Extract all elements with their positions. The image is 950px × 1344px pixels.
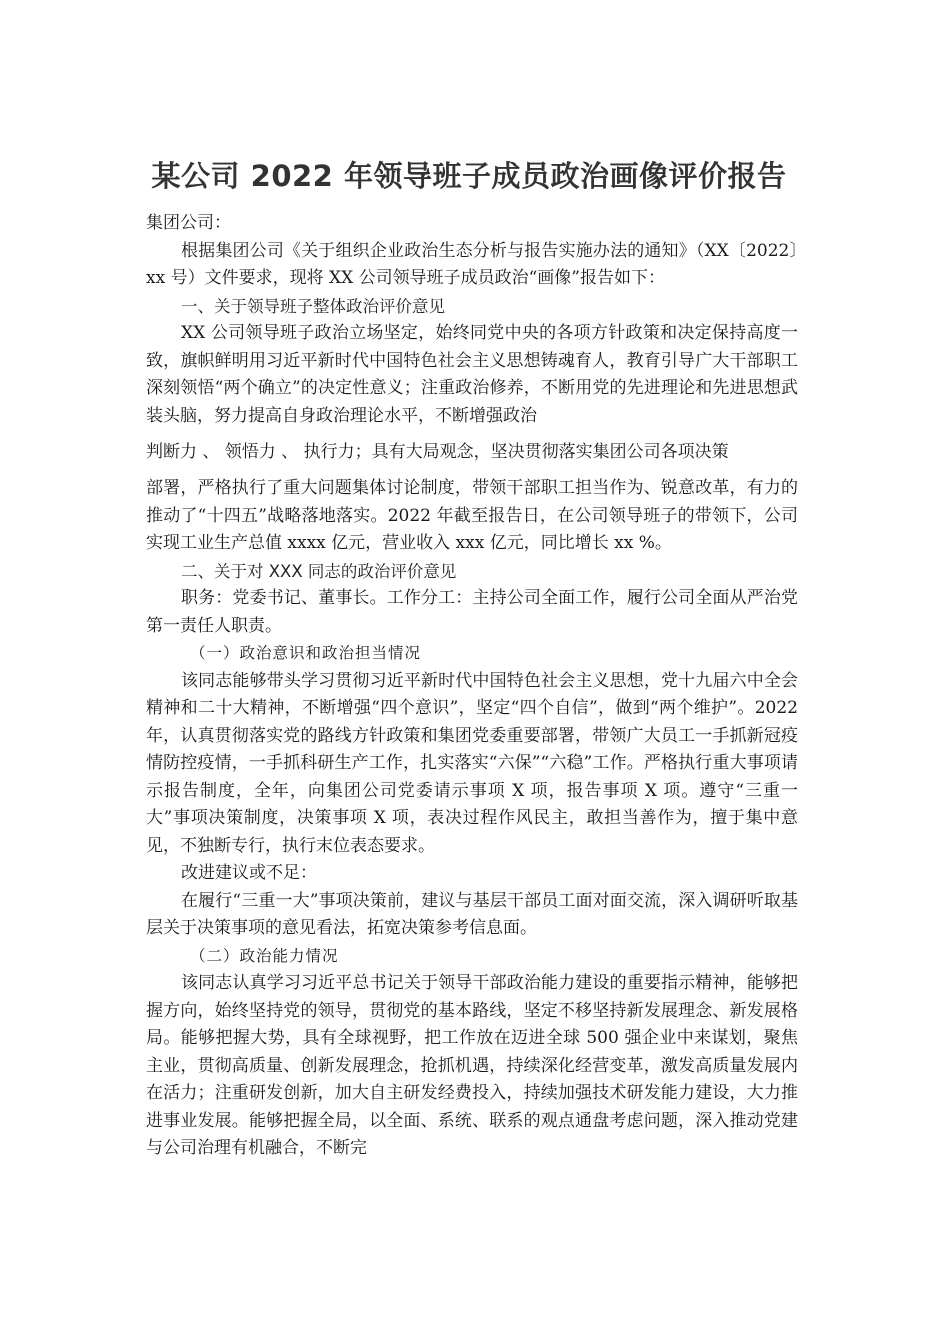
document-title: 某公司 2022 年领导班子成员政治画像评价报告 (151, 159, 787, 193)
section-1-paragraph-c: 部署，严格执行了重大问题集体讨论制度，带领干部职工担当作为、锐意改革，有力的推动了“十四五”战略落地落实。2022 年截至报告日，在公司领导班子的带领下，公司实现工业生产总值 xxxx 亿元，营业收入 xxx 亿元，同比增长 xx %。 (146, 478, 798, 553)
subsection-1-heading: （一）政治意识和政治担当情况 (190, 644, 422, 662)
suggestion-body: 在履行“三重一大”事项决策前，建议与基层干部员工面对面交流，深入调研听取基层关于决策事项的意见看法，拓宽决策参考信息面。 (146, 890, 798, 938)
section-2-duty: 职务：党委书记、董事长。工作分工：主持公司全面工作，履行公司全面从严治党第一责任人职责。 (146, 588, 798, 636)
suggestion-label: 改进建议或不足： (181, 863, 317, 883)
section-1-heading: 一、关于领导班子整体政治评价意见 (181, 296, 445, 316)
section-1-paragraph-a: XX 公司领导班子政治立场坚定，始终同党中央的各项方针政策和决定保持高度一致，旗帜鲜明用习近平新时代中国特色社会主义思想铸魂育人，教育引导广大干部职工深刻领悟“两个确立”的决定性意义；注重政治修养，不断用党的先进理论和先进思想武装头脑，努力提高自身政治理论水平，不断增强政治 (146, 323, 798, 426)
section-1-paragraph-b: 判断力 、 领悟力 、 执行力；具有大局观念，坚决贯彻落实集团公司各项决策 (146, 442, 729, 462)
subsection-2-body: 该同志认真学习习近平总书记关于领导干部政治能力建设的重要指示精神，能够把握方向，始终坚持党的领导，贯彻党的基本路线，坚定不移坚持新发展理念、新发展格局。能够把握大势，具有全球视野，把工作放在迈进全球 500 强企业中来谋划，聚焦主业，贯彻高质量、创新发展理念，抢抓机遇，持续深化经营变革，激发高质量发展内在活力；注重研发创新，加大自主研发经费投入，持续加强技术研发能力建设，大力推进事业发展。能够把握全局，以全面、系统、联系的观点通盘考虑问题，深入推动党建与公司治理有机融合，不断完 (146, 973, 798, 1158)
subsection-1-body: 该同志能够带头学习贯彻习近平新时代中国特色社会主义思想，党十九届六中全会精神和二十大精神，不断增强“四个意识”，坚定“四个自信”，做到“两个维护”。2022 年，认真贯彻落实党的路线方针政策和集团党委重要部署，带领广大员工一手抓新冠疫情防控疫情，一手抓科研生产工作，扎实落实“六保”“六稳”工作。严格执行重大事项请示报告制度，全年，向集团公司党委请示事项 X 项，报告事项 X 项。遵守“三重一大”事项决策制度，决策事项 X 项，表决过程作风民主，敢担当善作为，擅于集中意见，不独断专行，执行末位表态要求。 (146, 670, 798, 856)
salutation: 集团公司： (146, 213, 231, 233)
section-2-heading: 二、关于对 XXX 同志的政治评价意见 (181, 561, 457, 581)
intro-paragraph: 根据集团公司《关于组织企业政治生态分析与报告实施办法的通知》（XX〔2022〕xx 号）文件要求，现将 XX 公司领导班子成员政治“画像”报告如下： (146, 240, 798, 288)
document-page (146, 150, 798, 1163)
subsection-2-heading: （二）政治能力情况 (190, 946, 339, 965)
